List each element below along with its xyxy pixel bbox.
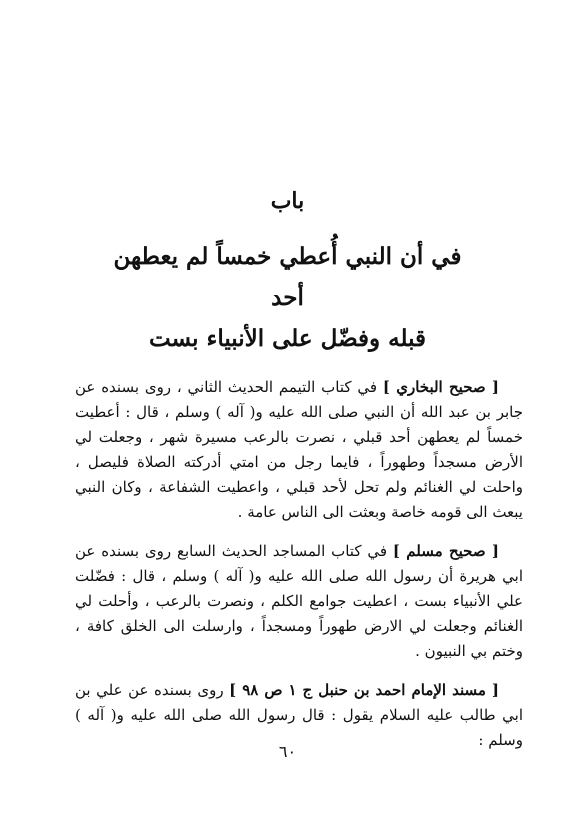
source-citation: [ مسند الإمام احمد بن حنبل ج ١ ص ٩٨ ] <box>229 681 499 699</box>
chapter-title <box>100 236 475 359</box>
source-citation: [ صحيح مسلم ] <box>392 542 500 560</box>
paragraph-text: في كتاب المساجد الحديث السابع روى بسنده عن ابي هريرة أن رسول الله صلى الله عليه و( آله ) وسلم ، قال : فضّلت علي الأنبياء بست ، اعطيت جوامع الكلم ، ونصرت بالرعب ، وأحلت لي الغنائم وجعلت لي الارض طهوراً ومسجداً ، وارسلت الى الخلق كافة ، وختم بي النبيون . <box>75 542 523 660</box>
chapter-title-line-2: قبله وفضّل على الأنبياء بست <box>149 325 426 352</box>
paragraph-text: روى بسنده عن علي بن ابي طالب عليه السلام يقول : قال رسول الله صلى الله عليه و( آله ) وسلم : <box>75 681 523 749</box>
paragraph-text: في كتاب التيمم الحديث الثاني ، روى بسنده عن جابر بن عبد الله أن النبي صلى الله عليه و( آله ) وسلم ، قال : أعطيت خمساً لم يعطهن أحد قبلي ، نصرت بالرعب مسيرة شهر ، وجعلت لي الأرض مسجداً وطهوراً ، فايما رجل من امتي أدركته الصلاة فليصل ، واحلت لي الغنائم ولم تحل لأحد قبلي ، واعطيت الشفاعة ، وكان النبي يبعث الى قومه خاصة وبعثت الى الناس عامة . <box>75 378 523 521</box>
source-citation: [ صحيح البخاري ] <box>382 378 499 396</box>
paragraph-bukhari <box>75 375 523 525</box>
chapter-title-line-1: في أن النبي أُعطي خمساً لم يعطهن أحد <box>113 243 462 311</box>
chapter-label: باب <box>270 188 305 214</box>
body-text <box>75 375 523 767</box>
page-number: ٦٠ <box>278 742 297 761</box>
paragraph-muslim <box>75 539 523 664</box>
